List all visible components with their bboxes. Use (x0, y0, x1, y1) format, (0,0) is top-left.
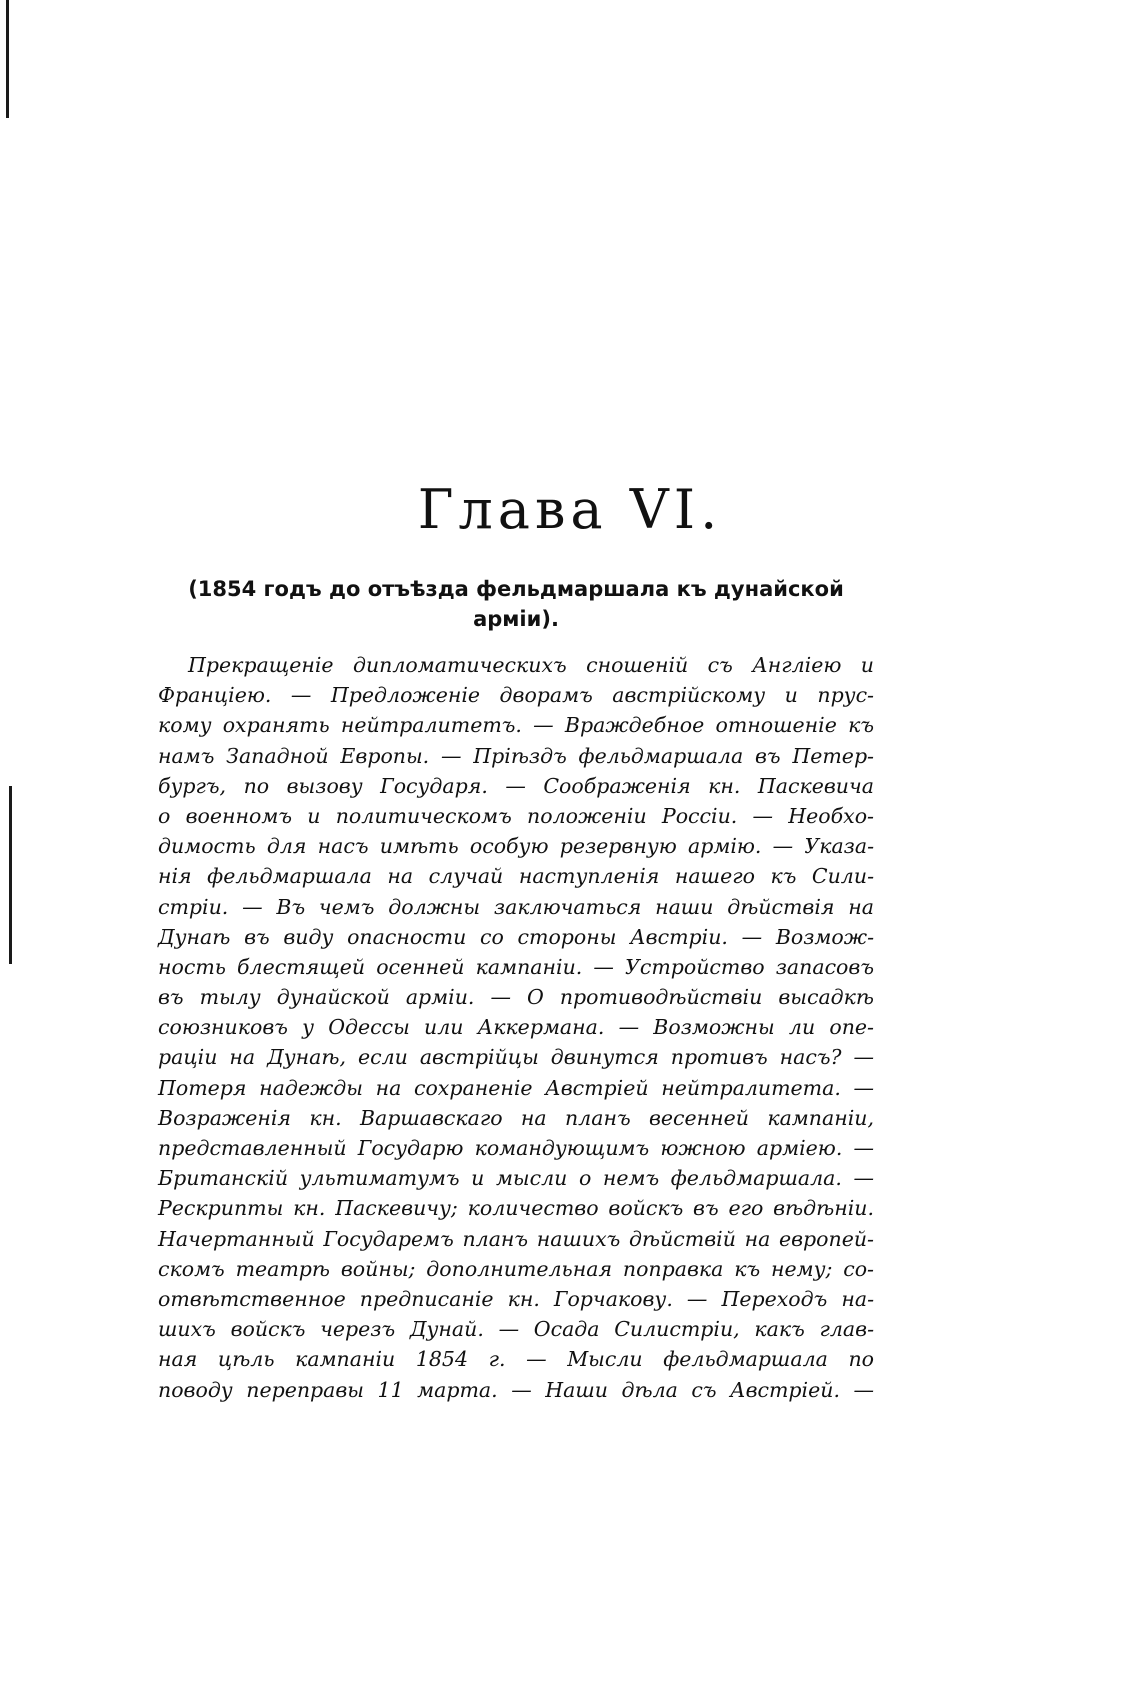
summary-line: Франціею. — Предложеніе дворамъ австрійскому и прус- (158, 683, 874, 708)
chapter-title: Глава VI. (417, 478, 723, 541)
chapter-subtitle-line: (1854 годъ до отъѣзда фельдмаршала къ дунайской (188, 577, 844, 601)
summary-line: кому охранять нейтралитетъ. — Враждебное отношеніе къ (158, 713, 874, 738)
summary-line: Рескрипты кн. Паскевичу; количество войскъ въ его вѣдѣніи. (158, 1196, 874, 1221)
summary-line: Британскій ультиматумъ и мысли о немъ фельдмаршала. — (158, 1166, 874, 1191)
scan-edge-mark-middle (9, 786, 12, 964)
summary-line: бургъ, по вызову Государя. — Соображенія кн. Паскевича (158, 773, 874, 798)
scan-edge-mark-top (6, 0, 9, 118)
summary-line: раціи на Дунаѣ, если австрійцы двинутся противъ насъ? — (158, 1045, 874, 1070)
summary-line: стріи. — Въ чемъ должны заключаться наши дѣйствія на (158, 894, 874, 919)
summary-line: димость для насъ имѣть особую резервную армію. — Указа- (158, 834, 874, 859)
chapter-subtitle-line: арміи). (473, 607, 559, 631)
summary-line: Возраженія кн. Варшавскаго на планъ весенней кампаніи, (158, 1105, 874, 1130)
summary-line: скомъ театрѣ войны; дополнительная поправка къ нему; со- (158, 1256, 874, 1281)
summary-line: союзниковъ у Одессы или Аккермана. — Возможны ли опе- (158, 1015, 874, 1040)
summary-line: шихъ войскъ черезъ Дунай. — Осада Силистріи, какъ глав- (158, 1317, 874, 1342)
summary-line: нія фельдмаршала на случай наступленія нашего къ Сили- (158, 864, 874, 889)
summary-line: Потеря надежды на сохраненіе Австріей нейтралитета. — (158, 1075, 874, 1100)
summary-line: ность блестящей осенней кампаніи. — Устройство запасовъ (158, 954, 874, 979)
summary-line: Дунаѣ въ виду опасности со стороны Австріи. — Возмож- (158, 924, 874, 949)
summary-line: въ тылу дунайской арміи. — О противодѣйствіи высадкѣ (158, 985, 874, 1010)
summary-line: Прекращеніе дипломатическихъ сношеній съ Англіею и (188, 653, 874, 677)
summary-line: о военномъ и политическомъ положеніи Россіи. — Необхо- (158, 803, 874, 828)
summary-line: отвѣтственное предписаніе кн. Горчакову. — Переходъ на- (158, 1286, 874, 1311)
summary-line: поводу переправы 11 марта. — Наши дѣла съ Австріей. — (158, 1377, 874, 1402)
summary-line: ная цѣль кампаніи 1854 г. — Мысли фельдмаршала по (158, 1347, 874, 1372)
chapter-summary (158, 650, 874, 1405)
summary-line: Начертанный Государемъ планъ нашихъ дѣйствій на европей- (158, 1226, 874, 1251)
summary-line: представленный Государю командующимъ южною арміею. — (158, 1136, 874, 1160)
summary-line: намъ Западной Европы. — Пріѣздъ фельдмаршала въ Петер- (158, 743, 874, 768)
chapter-subtitle (158, 574, 874, 634)
